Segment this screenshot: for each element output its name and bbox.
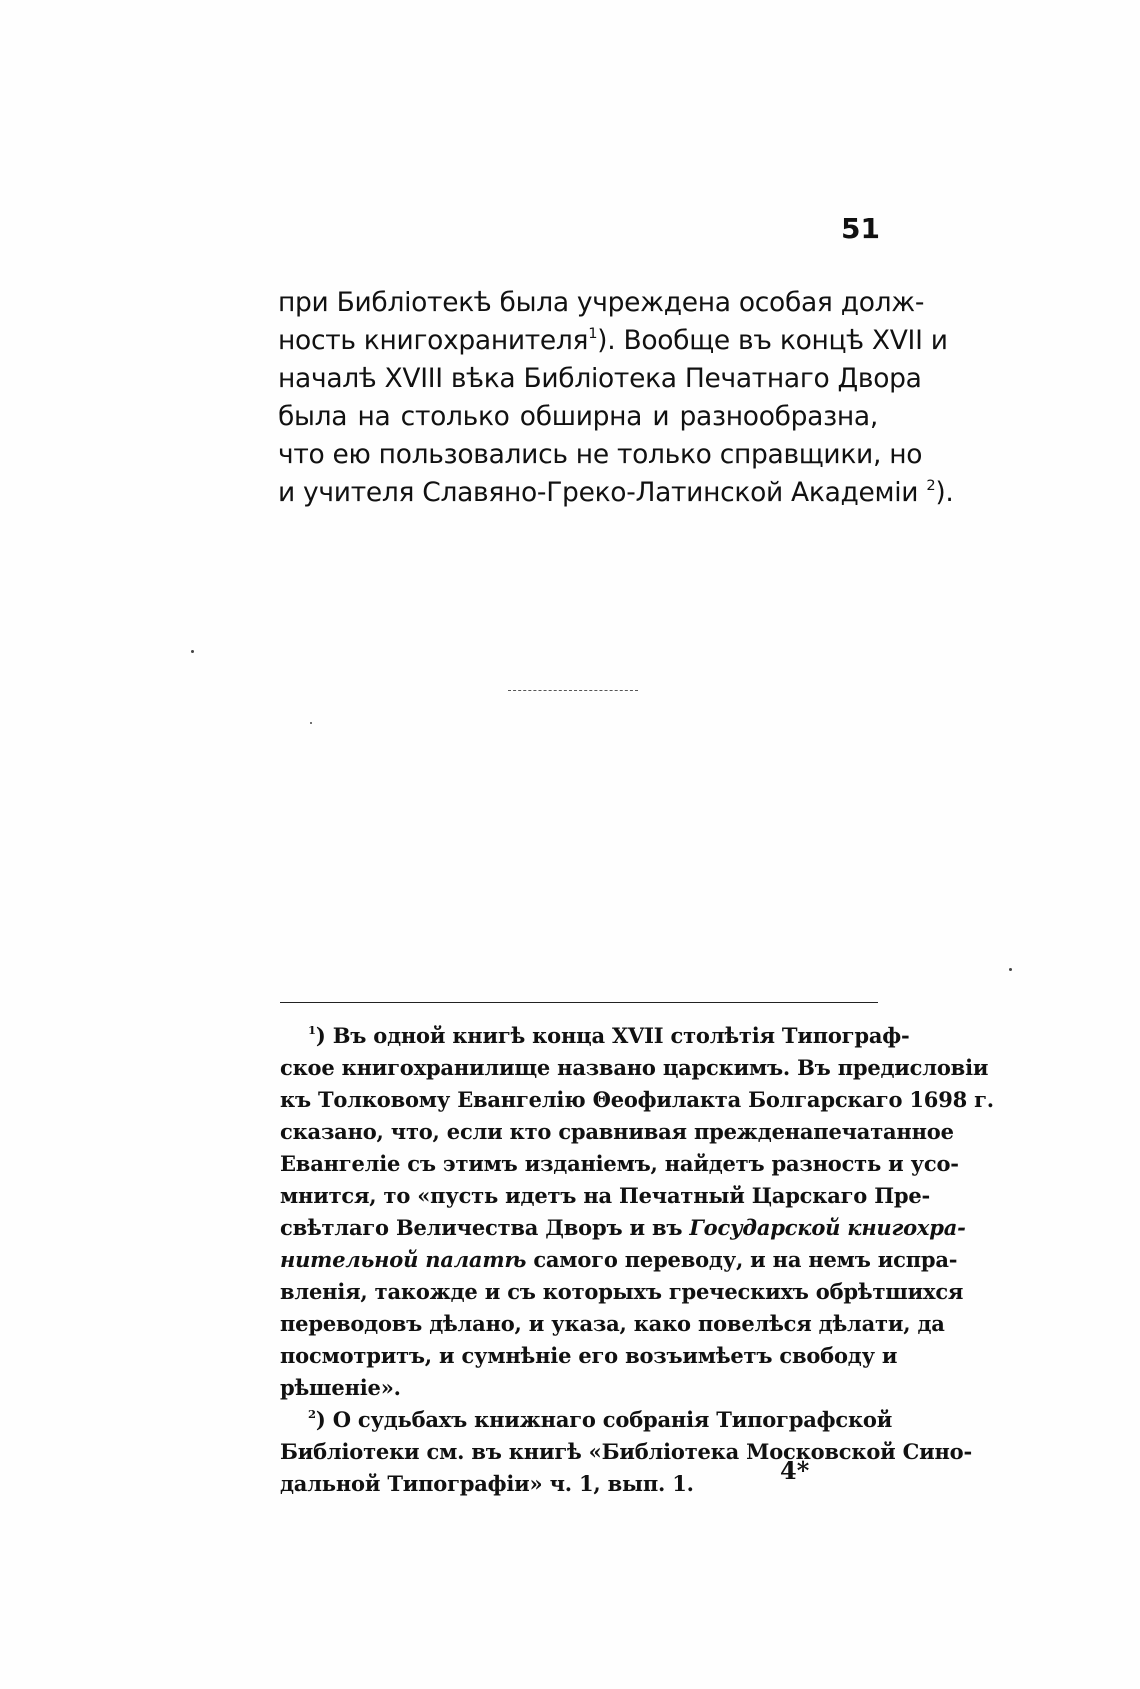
body-line: и учителя Славяно-Греко-Латинской Академіи $^2$).: [278, 476, 954, 508]
footnote-2: [280, 1404, 972, 1500]
footnote-rule: [280, 1002, 878, 1003]
printer-signature-mark: 4*: [780, 1456, 810, 1485]
footnote-line: дальной Типографіи» ч. 1, вып. 1.: [280, 1471, 694, 1496]
footnote-ref-2[interactable]: 2: [926, 476, 936, 494]
body-line: что ею пользовались не только справщики, но: [278, 439, 923, 470]
scan-speck: [310, 722, 312, 724]
footnote-line: переводовъ дѣлано, и указа, како повелѣся дѣлати, да: [280, 1311, 945, 1336]
footnote-marker-2: 2: [308, 1406, 316, 1421]
body-line: при Библіотекѣ была учреждена особая долж-: [278, 287, 925, 318]
body-line: ность книгохранителя$^1$). Вообще въ концѣ XVII и: [278, 324, 948, 356]
footnote-line: ское книгохранилище названо царскимъ. Въ предисловіи: [280, 1055, 989, 1080]
footnote-line: вленія, такожде и съ которыхъ греческихъ обрѣтшихся: [280, 1279, 964, 1304]
footnote-1: [280, 1020, 994, 1404]
body-line: была на столько обширна и разнообразна,: [278, 401, 878, 432]
footnote-line: мнится, то «пусть идетъ на Печатный Царскаго Пре-: [280, 1183, 931, 1208]
footnote-line: посмотритъ, и сумнѣніе его возъимѣетъ свободу и: [280, 1343, 898, 1368]
body-line: началѣ XVIII вѣка Библіотека Печатнаго Двора: [278, 363, 922, 394]
footnote-line: $^1$) Въ одной книгѣ конца XVII столѣтія Типограф-: [308, 1022, 910, 1048]
scan-speck: [1009, 968, 1012, 971]
footnote-ref-1[interactable]: 1: [588, 324, 598, 342]
footnote-line: нительной палатѣ самого переводу, и на немъ испра-: [280, 1247, 958, 1272]
page-number: 51: [841, 212, 880, 245]
footnote-line: свѣтлаго Величества Дворъ и въ Государской книгохра-: [280, 1215, 966, 1240]
footnote-line: $^2$) О судьбахъ книжнаго собранія Типографской: [308, 1406, 893, 1432]
scan-speck: [191, 650, 194, 653]
footnote-line: Евангеліе съ этимъ изданіемъ, найдетъ разность и усо-: [280, 1151, 959, 1176]
footnote-marker-1: 1: [308, 1022, 316, 1037]
body-paragraph: [278, 284, 954, 512]
section-separator: [508, 690, 638, 691]
footnotes: [280, 1020, 994, 1500]
footnote-line: рѣшеніе».: [280, 1375, 401, 1400]
footnote-line: Библіотеки см. въ книгѣ «Библіотека Московской Сино-: [280, 1439, 972, 1464]
footnote-line: сказано, что, если кто сравнивая прежденапечатанное: [280, 1119, 954, 1144]
footnote-line: къ Толковому Евангелію Θеофилакта Болгарскаго 1698 г.: [280, 1087, 994, 1112]
